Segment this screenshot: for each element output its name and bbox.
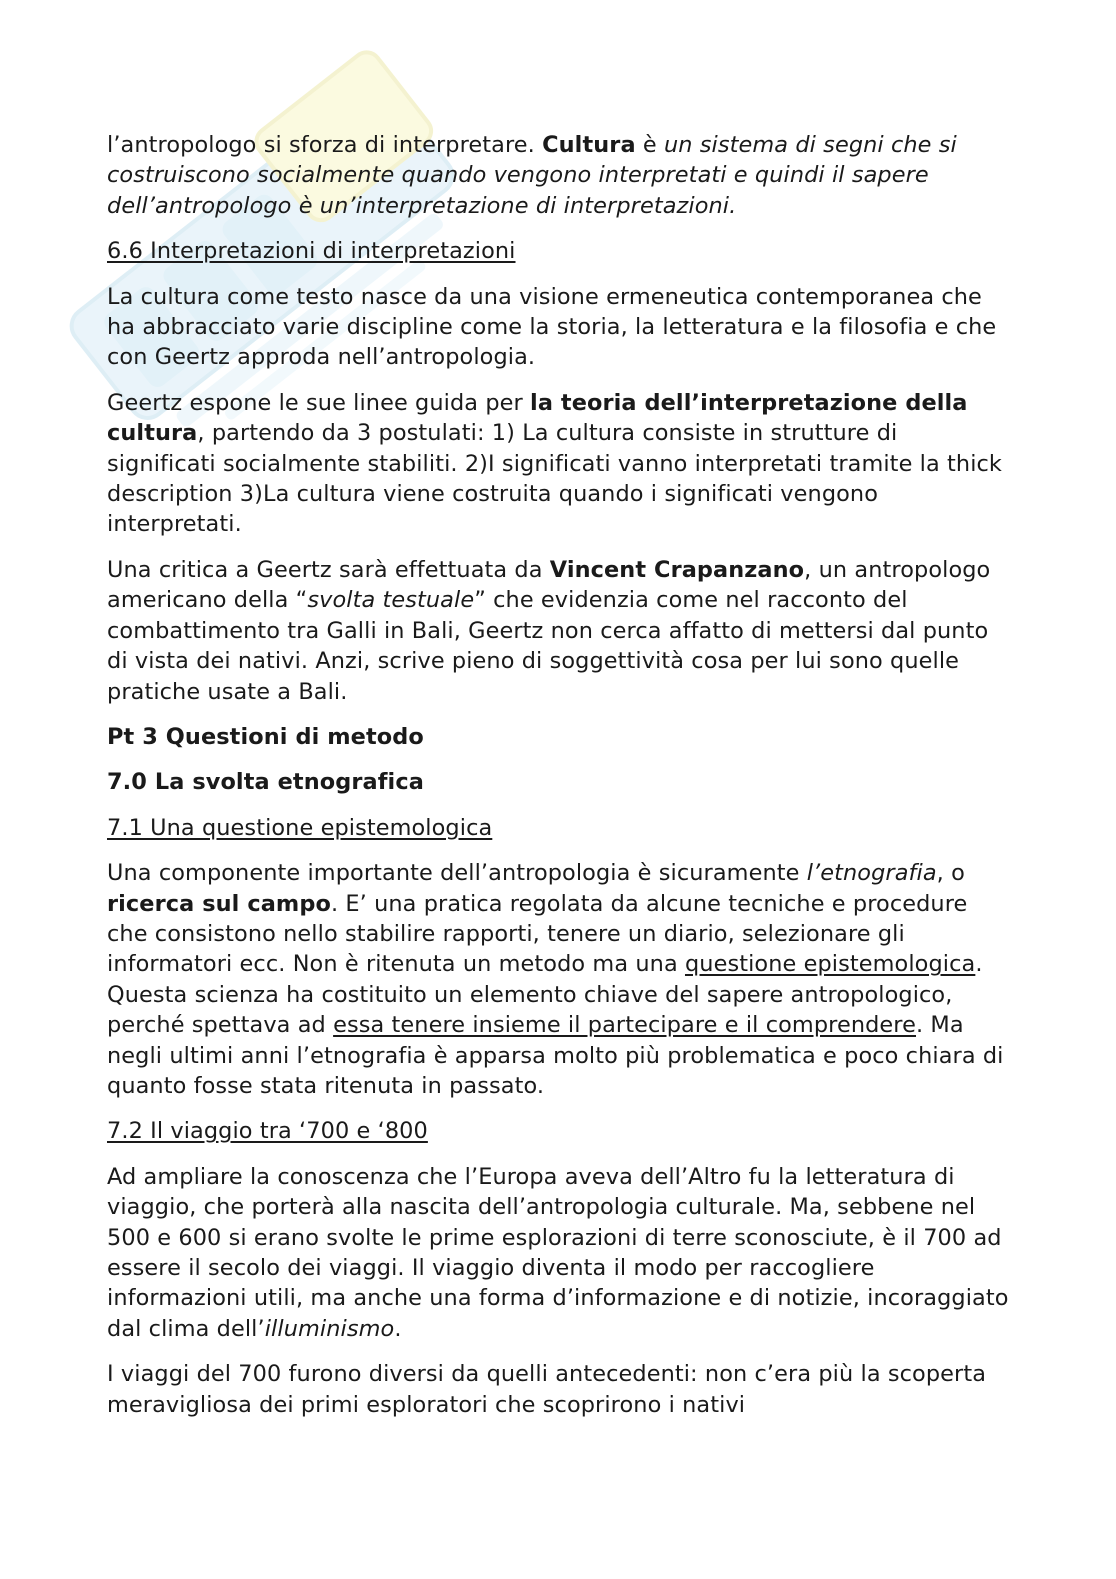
bold-term: la teoria dell’interpretazione della cultura xyxy=(107,389,968,447)
italic-term: svolta testuale xyxy=(307,587,475,614)
text-run: Una componente importante dell’antropologia è sicuramente xyxy=(107,860,807,887)
text-run: Geertz espone le sue linee guida per xyxy=(107,389,531,416)
bold-term: Vincent Crapanzano xyxy=(549,556,805,583)
paragraph-viaggi-700: I viaggi del 700 furono diversi da quelli antecedenti: non c’era più la scoperta meravigliosa dei primi esploratori che scoprirono i nativi xyxy=(107,1361,987,1418)
italic-term: l’etnografia xyxy=(806,860,937,887)
paragraph-crapanzano xyxy=(107,555,1012,707)
underlined-term: essa tenere insieme il partecipare e il comprendere xyxy=(333,1012,916,1039)
paragraph-letteratura-viaggio xyxy=(107,1162,1012,1344)
paragraph-cultura-testo: La cultura come testo nasce da una visione ermeneutica contemporanea che ha abbracciato varie discipline come la storia, la letteratura e la filosofia e che con Geertz approda nell’antropologia. xyxy=(107,283,997,371)
part-title: Pt 3 Questioni di metodo xyxy=(107,723,424,750)
section-heading-7-2: 7.2 Il viaggio tra ‘700 e ‘800 xyxy=(107,1118,428,1145)
underlined-term: questione epistemologica xyxy=(684,951,976,978)
text-run: , o xyxy=(936,860,965,887)
paragraph-etnografia xyxy=(107,858,1012,1101)
text-run: Una critica a Geertz sarà effettuata da xyxy=(107,556,550,583)
text-run: . xyxy=(394,1315,402,1342)
italic-term: illuminismo xyxy=(264,1315,395,1342)
bold-term: Cultura xyxy=(542,132,636,158)
section-heading-7-1: 7.1 Una questione epistemologica xyxy=(107,814,493,841)
text-run: . Questa scienza ha costituito un elemento chiave del sapere antropologico, perché spettava ad xyxy=(107,951,983,1039)
text-run: Ad ampliare la conoscenza che l’Europa aveva dell’Altro fu la letteratura di viaggio, che porterà alla nascita dell’antropologia culturale. Ma, sebbene nel 500 e 600 si erano svolte le prime esplorazioni di terre sconosciute, è il 700 ad essere il secolo dei viaggi. Il viaggio diventa il modo per raccogliere informazioni utili, ma anche una forma d’informazione e di notizie, incoraggiato dal clima dell’ xyxy=(107,1163,1009,1342)
paragraph-geertz-linee-guida xyxy=(107,388,1012,540)
text-run: . Ma negli ultimi anni l’etnografia è apparsa molto più problematica e poco chiara di quanto fosse stata ritenuta in passato. xyxy=(107,1012,1004,1099)
part-heading-pt3 xyxy=(107,722,1012,752)
text-run: l’antropologo si sforza di interpretare. xyxy=(107,132,543,158)
chapter-title: 7.0 La svolta etnografica xyxy=(107,769,424,796)
text-run: , partendo da 3 postulati: 1) La cultura consiste in strutture di significati socialmente stabiliti. 2)I significati vanno interpretati tramite la thick description 3)La cultura viene costruita quando i significati vengono interpretati. xyxy=(107,420,1002,538)
text-run: . E’ una pratica regolata da alcune tecniche e procedure che consistono nello stabilire rapporti, tenere un diario, selezionare gli informatori ecc. Non è ritenuta un metodo ma una xyxy=(107,890,968,978)
text-run: , un antropologo americano della “ xyxy=(107,556,991,614)
section-heading-6-6: 6.6 Interpretazioni di interpretazioni xyxy=(107,238,516,265)
bold-term: ricerca sul campo xyxy=(107,890,331,917)
paragraph-cultura xyxy=(107,130,1012,221)
chapter-heading-7-0 xyxy=(107,767,1012,797)
document-page xyxy=(107,130,1012,1435)
text-run: ” che evidenzia come nel racconto del combattimento tra Galli in Bali, Geertz non cerca affatto di mettersi dal punto di vista dei nativi. Anzi, scrive pieno di soggettività cosa per lui sono quelle pratiche usate a Bali. xyxy=(107,587,989,705)
italic-definition: un sistema di segni che si costruiscono socialmente quando vengono interpretati e quindi il sapere dell’antropologo è un’interpretazione di interpretazioni. xyxy=(107,132,957,219)
text-run: è xyxy=(635,132,664,158)
